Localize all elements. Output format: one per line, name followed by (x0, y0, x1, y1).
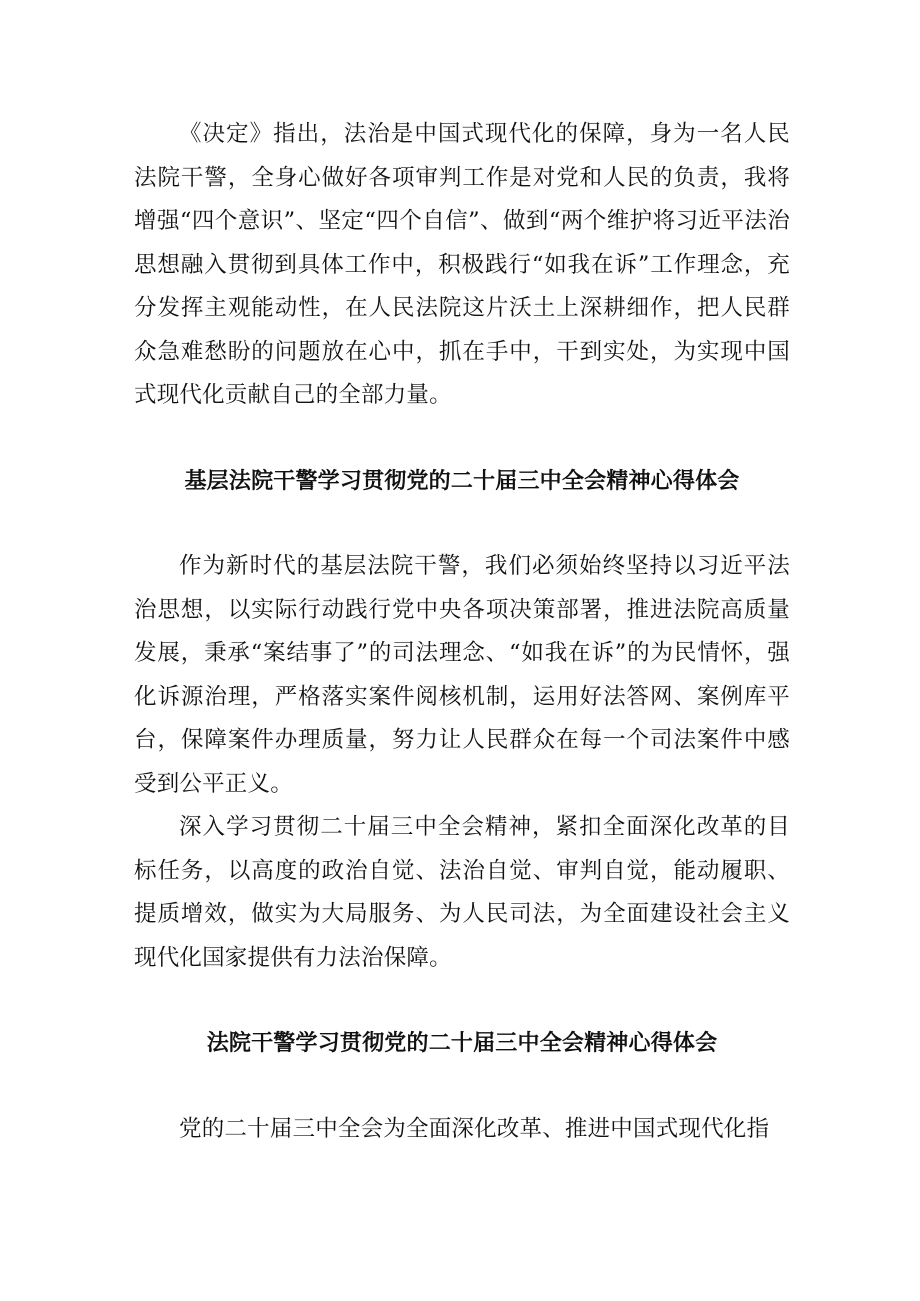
spacer (134, 1066, 790, 1108)
paragraph-study-plenum: 深入学习贯彻二十届三中全会精神，紧扣全面深化改革的目标任务，以高度的政治自觉、法治自觉、审判自觉，能动履职、提质增效，做实为大局服务、为人民司法，为全面建设社会主义现代化国家提供有力法治保障。 (134, 814, 790, 971)
section-title-court-officer: 法院干警学习贯彻党的二十届三中全会精神心得体会 (206, 1031, 718, 1056)
paragraph-grassroots-officer: 作为新时代的基层法院干警，我们必须始终坚持以习近平法治思想，以实际行动践行党中央各项决策部署，推进法院高质量发展，秉承“案结事了”的司法理念、“如我在诉”的为民情怀，强化诉源治理，严格落实案件阅核机制，运用好法答网、案例库平台，保障案件办理质量，努力让人民群众在每一个司法案件中感受到公平正义。 (134, 553, 790, 797)
spacer (134, 980, 790, 1022)
spacer (134, 503, 790, 545)
paragraph-plenum-intro: 党的二十届三中全会为全面深化改革、推进中国式现代化指 (179, 1115, 770, 1142)
paragraph-decision-conclusion: 《决定》指出，法治是中国式现代化的保障，身为一名人民法院干警，全身心做好各项审判工作是对党和人民的负责，我将增强“四个意识”、坚定“四个自信”、做到“两个维护将习近平法治思想融入贯彻到具体工作中，积极践行“如我在诉”工作理念，充分发挥主观能动性，在人民法院这片沃土上深耕细作，把人民群众急难愁盼的问题放在心中，抓在手中，干到实处，为实现中国式现代化贡献自己的全部力量。 (134, 121, 790, 408)
spacer (134, 418, 790, 460)
section-title-grassroots-court: 基层法院干警学习贯彻党的二十届三中全会精神心得体会 (184, 468, 740, 494)
document-content (134, 113, 790, 1151)
